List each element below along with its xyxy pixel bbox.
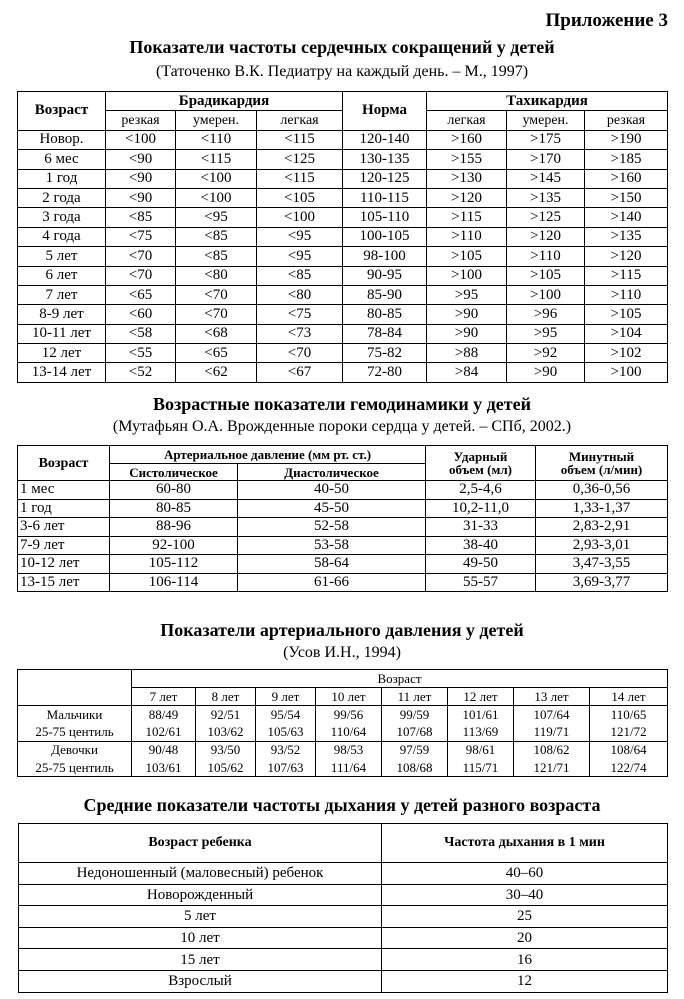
table-cell: >135: [507, 188, 585, 207]
table-cell: 90/48: [132, 741, 196, 759]
blood-pressure-title: Показатели артериального давления у детей: [160, 620, 524, 640]
col-tachy-moderate: умерен.: [507, 111, 585, 130]
table-cell: <100: [176, 188, 257, 207]
table-cell: >105: [427, 247, 507, 266]
table-cell: 107/63: [256, 759, 316, 777]
table-cell: >110: [585, 285, 668, 304]
table-cell: <115: [257, 130, 343, 149]
col-age: Возраст: [18, 446, 110, 481]
table-cell: >105: [585, 305, 668, 324]
table-cell: 99/59: [382, 706, 448, 724]
col-brady-severe: резкая: [106, 111, 176, 130]
table-cell: 10 лет: [19, 927, 382, 949]
table-cell: 75-82: [343, 344, 427, 363]
table-cell: 78-84: [343, 324, 427, 343]
table-cell: 45-50: [238, 499, 426, 518]
respiration-title: Средние показатели частоты дыхания у детей разного возраста: [83, 795, 601, 815]
table-cell: 85-90: [343, 285, 427, 304]
table-cell: >90: [427, 305, 507, 324]
table-cell: <100: [106, 130, 176, 149]
table-cell: >120: [427, 188, 507, 207]
col-brady-mild: легкая: [257, 111, 343, 130]
table-cell: >115: [427, 208, 507, 227]
table-cell: >90: [507, 363, 585, 382]
table-cell: 98/53: [316, 741, 382, 759]
hemodynamics-table: [17, 445, 668, 592]
table-cell: <85: [257, 266, 343, 285]
col-stroke-volume: Ударный объем (мл): [426, 446, 536, 481]
table-cell: 1 мес: [18, 481, 110, 500]
table-row: [18, 555, 668, 574]
col-age: Возраст: [132, 670, 668, 688]
age-header-cell: 7 лет: [132, 688, 196, 706]
col-tachy-severe: резкая: [585, 111, 668, 130]
col-brady-moderate: умерен.: [176, 111, 257, 130]
table-cell: >110: [507, 247, 585, 266]
table-cell: 110/65: [590, 706, 668, 724]
hemodynamics-title: Возрастные показатели гемодинамики у детей: [153, 394, 531, 414]
table-cell: 0,36-0,56: [536, 481, 668, 500]
table-cell: 113/69: [448, 724, 514, 742]
table-cell: 92/51: [196, 706, 256, 724]
table-cell: 110/64: [316, 724, 382, 742]
table-cell: <52: [106, 363, 176, 382]
table-cell: 107/68: [382, 724, 448, 742]
table-cell: <95: [257, 247, 343, 266]
table-cell: 111/64: [316, 759, 382, 777]
table-cell: 121/72: [590, 724, 668, 742]
heart-rate-source: (Таточенко В.К. Педиатру на каждый день. – М., 1997): [155, 63, 529, 80]
table-row: [18, 266, 668, 285]
table-cell: 12 лет: [18, 344, 106, 363]
table-cell: <62: [176, 363, 257, 382]
table-row: [19, 884, 668, 906]
age-header-cell: 11 лет: [382, 688, 448, 706]
table-cell: >95: [507, 324, 585, 343]
table-cell: 90-95: [343, 266, 427, 285]
age-header-cell: 12 лет: [448, 688, 514, 706]
table-cell: >102: [585, 344, 668, 363]
table-cell: >160: [585, 169, 668, 188]
table-cell: <75: [257, 305, 343, 324]
blood-pressure-table: [17, 669, 668, 777]
table-cell: <73: [257, 324, 343, 343]
table-cell: 119/71: [514, 724, 590, 742]
table-row: [18, 518, 668, 537]
heart-rate-title: Показатели частоты сердечных сокращений у детей: [129, 37, 555, 57]
table-cell: 2 года: [18, 188, 106, 207]
table-cell: 101/61: [448, 706, 514, 724]
col-child-age: Возраст ребенка: [19, 824, 382, 863]
table-cell: 2,83-2,91: [536, 518, 668, 537]
col-respiration-rate: Частота дыхания в 1 мин: [382, 824, 668, 863]
table-cell: >130: [427, 169, 507, 188]
table-cell: 88/49: [132, 706, 196, 724]
age-header-cell: 10 лет: [316, 688, 382, 706]
col-minute-volume: Минутный объем (л/мин): [536, 446, 668, 481]
table-cell: <65: [176, 344, 257, 363]
table-cell: 105/62: [196, 759, 256, 777]
table-cell: >100: [507, 285, 585, 304]
table-cell: 130-135: [343, 150, 427, 169]
table-cell: 3,47-3,55: [536, 555, 668, 574]
table-cell: <75: [106, 227, 176, 246]
table-cell: >92: [507, 344, 585, 363]
table-cell: 13-14 лет: [18, 363, 106, 382]
table-cell: 106-114: [110, 573, 238, 592]
table-cell: >96: [507, 305, 585, 324]
table-cell: >145: [507, 169, 585, 188]
table-cell: >190: [585, 130, 668, 149]
table-row: [18, 573, 668, 592]
table-cell: 7 лет: [18, 285, 106, 304]
table-cell: >140: [585, 208, 668, 227]
table-cell: 105-110: [343, 208, 427, 227]
table-row: [18, 741, 668, 759]
table-cell: 107/64: [514, 706, 590, 724]
table-cell: <70: [106, 247, 176, 266]
table-cell: >120: [507, 227, 585, 246]
table-row: [18, 150, 668, 169]
row-label: 25-75 центиль: [18, 724, 132, 742]
table-row: [18, 536, 668, 555]
table-row: [18, 227, 668, 246]
table-cell: <85: [176, 247, 257, 266]
table-cell: 16: [382, 949, 668, 971]
col-tachy-mild: легкая: [427, 111, 507, 130]
table-cell: >104: [585, 324, 668, 343]
table-cell: <68: [176, 324, 257, 343]
table-row: [19, 927, 668, 949]
table-cell: 1,33-1,37: [536, 499, 668, 518]
table-cell: 105-112: [110, 555, 238, 574]
table-cell: 108/62: [514, 741, 590, 759]
table-cell: <95: [176, 208, 257, 227]
table-cell: <67: [257, 363, 343, 382]
table-cell: 52-58: [238, 518, 426, 537]
table-cell: <100: [257, 208, 343, 227]
table-cell: 5 лет: [18, 247, 106, 266]
table-cell: 100-105: [343, 227, 427, 246]
table-row: [19, 863, 668, 885]
table-cell: 121/71: [514, 759, 590, 777]
col-tachycardia: Тахикардия: [427, 92, 668, 111]
table-cell: 93/50: [196, 741, 256, 759]
table-cell: 92-100: [110, 536, 238, 555]
table-cell: 120-125: [343, 169, 427, 188]
table-cell: >88: [427, 344, 507, 363]
table-row: [19, 949, 668, 971]
table-cell: 105/63: [256, 724, 316, 742]
table-cell: 1 год: [18, 499, 110, 518]
table-cell: >110: [427, 227, 507, 246]
table-cell: >100: [585, 363, 668, 382]
table-row: [18, 285, 668, 304]
table-row: [18, 324, 668, 343]
table-cell: >100: [427, 266, 507, 285]
table-cell: 6 лет: [18, 266, 106, 285]
table-cell: >150: [585, 188, 668, 207]
table-row: [18, 759, 668, 777]
table-cell: 10-11 лет: [18, 324, 106, 343]
table-cell: 122/74: [590, 759, 668, 777]
col-age: Возраст: [18, 92, 106, 131]
table-cell: 110-115: [343, 188, 427, 207]
table-cell: Новорожденный: [19, 884, 382, 906]
table-cell: Недоношенный (маловесный) ребенок: [19, 863, 382, 885]
table-cell: >175: [507, 130, 585, 149]
table-cell: 30–40: [382, 884, 668, 906]
table-cell: 80-85: [110, 499, 238, 518]
table-cell: 4 года: [18, 227, 106, 246]
table-cell: 10,2-11,0: [426, 499, 536, 518]
table-cell: >135: [585, 227, 668, 246]
table-cell: 3-6 лет: [18, 518, 110, 537]
table-cell: 93/52: [256, 741, 316, 759]
table-cell: >90: [427, 324, 507, 343]
table-row: [18, 481, 668, 500]
table-cell: 20: [382, 927, 668, 949]
table-cell: 10-12 лет: [18, 555, 110, 574]
table-cell: <70: [257, 344, 343, 363]
table-row: [18, 724, 668, 742]
table-cell: 60-80: [110, 481, 238, 500]
table-cell: <125: [257, 150, 343, 169]
table-cell: <60: [106, 305, 176, 324]
table-row: [18, 130, 668, 149]
table-row: [19, 970, 668, 992]
table-cell: Новор.: [18, 130, 106, 149]
table-cell: 95/54: [256, 706, 316, 724]
table-cell: <55: [106, 344, 176, 363]
table-cell: <70: [176, 305, 257, 324]
table-cell: 103/61: [132, 759, 196, 777]
table-cell: 115/71: [448, 759, 514, 777]
table-cell: 102/61: [132, 724, 196, 742]
table-row: [18, 169, 668, 188]
table-cell: <85: [106, 208, 176, 227]
table-cell: 61-66: [238, 573, 426, 592]
table-cell: <115: [257, 169, 343, 188]
table-cell: 108/68: [382, 759, 448, 777]
table-cell: <90: [106, 150, 176, 169]
table-cell: 99/56: [316, 706, 382, 724]
table-cell: <58: [106, 324, 176, 343]
table-cell: <115: [176, 150, 257, 169]
table-cell: >185: [585, 150, 668, 169]
table-cell: 58-64: [238, 555, 426, 574]
table-cell: >95: [427, 285, 507, 304]
table-cell: 97/59: [382, 741, 448, 759]
table-cell: 103/62: [196, 724, 256, 742]
blank-corner: [18, 670, 132, 706]
table-cell: >155: [427, 150, 507, 169]
table-cell: >105: [507, 266, 585, 285]
table-cell: 12: [382, 970, 668, 992]
table-row: [18, 499, 668, 518]
table-cell: <65: [106, 285, 176, 304]
table-cell: 13-15 лет: [18, 573, 110, 592]
table-cell: 98-100: [343, 247, 427, 266]
table-cell: 40–60: [382, 863, 668, 885]
table-cell: >170: [507, 150, 585, 169]
table-cell: >84: [427, 363, 507, 382]
table-cell: <85: [176, 227, 257, 246]
table-row: [19, 906, 668, 928]
table-row: [18, 344, 668, 363]
table-cell: 108/64: [590, 741, 668, 759]
table-cell: <90: [106, 169, 176, 188]
table-cell: 120-140: [343, 130, 427, 149]
table-cell: 15 лет: [19, 949, 382, 971]
appendix-label: Приложение 3: [545, 10, 668, 31]
table-cell: >160: [427, 130, 507, 149]
hemodynamics-source: (Мутафьян О.А. Врожденные пороки сердца у детей. – СПб, 2002.): [112, 418, 572, 435]
table-cell: 3 года: [18, 208, 106, 227]
table-row: [18, 363, 668, 382]
table-cell: 72-80: [343, 363, 427, 382]
table-cell: <70: [106, 266, 176, 285]
table-cell: <80: [176, 266, 257, 285]
table-cell: <100: [176, 169, 257, 188]
table-cell: 38-40: [426, 536, 536, 555]
table-row: [18, 188, 668, 207]
age-header-cell: 8 лет: [196, 688, 256, 706]
table-cell: 8-9 лет: [18, 305, 106, 324]
table-cell: <105: [257, 188, 343, 207]
age-header-cell: 9 лет: [256, 688, 316, 706]
table-cell: >125: [507, 208, 585, 227]
table-cell: 7-9 лет: [18, 536, 110, 555]
col-bradycardia: Брадикардия: [106, 92, 343, 111]
respiration-table: [18, 823, 668, 993]
table-cell: <70: [176, 285, 257, 304]
table-cell: 1 год: [18, 169, 106, 188]
table-cell: 80-85: [343, 305, 427, 324]
table-cell: 2,5-4,6: [426, 481, 536, 500]
table-cell: 40-50: [238, 481, 426, 500]
col-diastolic: Диастолическое: [238, 464, 426, 481]
table-cell: >120: [585, 247, 668, 266]
table-cell: 5 лет: [19, 906, 382, 928]
row-label: Мальчики: [18, 706, 132, 724]
table-cell: 98/61: [448, 741, 514, 759]
table-cell: Взрослый: [19, 970, 382, 992]
table-cell: <95: [257, 227, 343, 246]
table-cell: <90: [106, 188, 176, 207]
row-label: 25-75 центиль: [18, 759, 132, 777]
table-cell: >115: [585, 266, 668, 285]
table-cell: 88-96: [110, 518, 238, 537]
table-cell: 25: [382, 906, 668, 928]
table-row: [18, 247, 668, 266]
table-cell: 3,69-3,77: [536, 573, 668, 592]
table-cell: 53-58: [238, 536, 426, 555]
table-row: [18, 305, 668, 324]
row-label: Девочки: [18, 741, 132, 759]
table-cell: 49-50: [426, 555, 536, 574]
table-row: [18, 208, 668, 227]
age-header-cell: 14 лет: [590, 688, 668, 706]
col-blood-pressure: Артериальное давление (мм рт. ст.): [110, 446, 426, 464]
table-cell: <80: [257, 285, 343, 304]
table-row: [18, 706, 668, 724]
table-cell: <110: [176, 130, 257, 149]
col-systolic: Систолическое: [110, 464, 238, 481]
table-cell: 31-33: [426, 518, 536, 537]
table-cell: 6 мес: [18, 150, 106, 169]
table-cell: 55-57: [426, 573, 536, 592]
blood-pressure-source: (Усов И.Н., 1994): [283, 644, 401, 661]
col-norm: Норма: [343, 92, 427, 131]
heart-rate-table: [17, 91, 668, 383]
age-header-cell: 13 лет: [514, 688, 590, 706]
table-cell: 2,93-3,01: [536, 536, 668, 555]
